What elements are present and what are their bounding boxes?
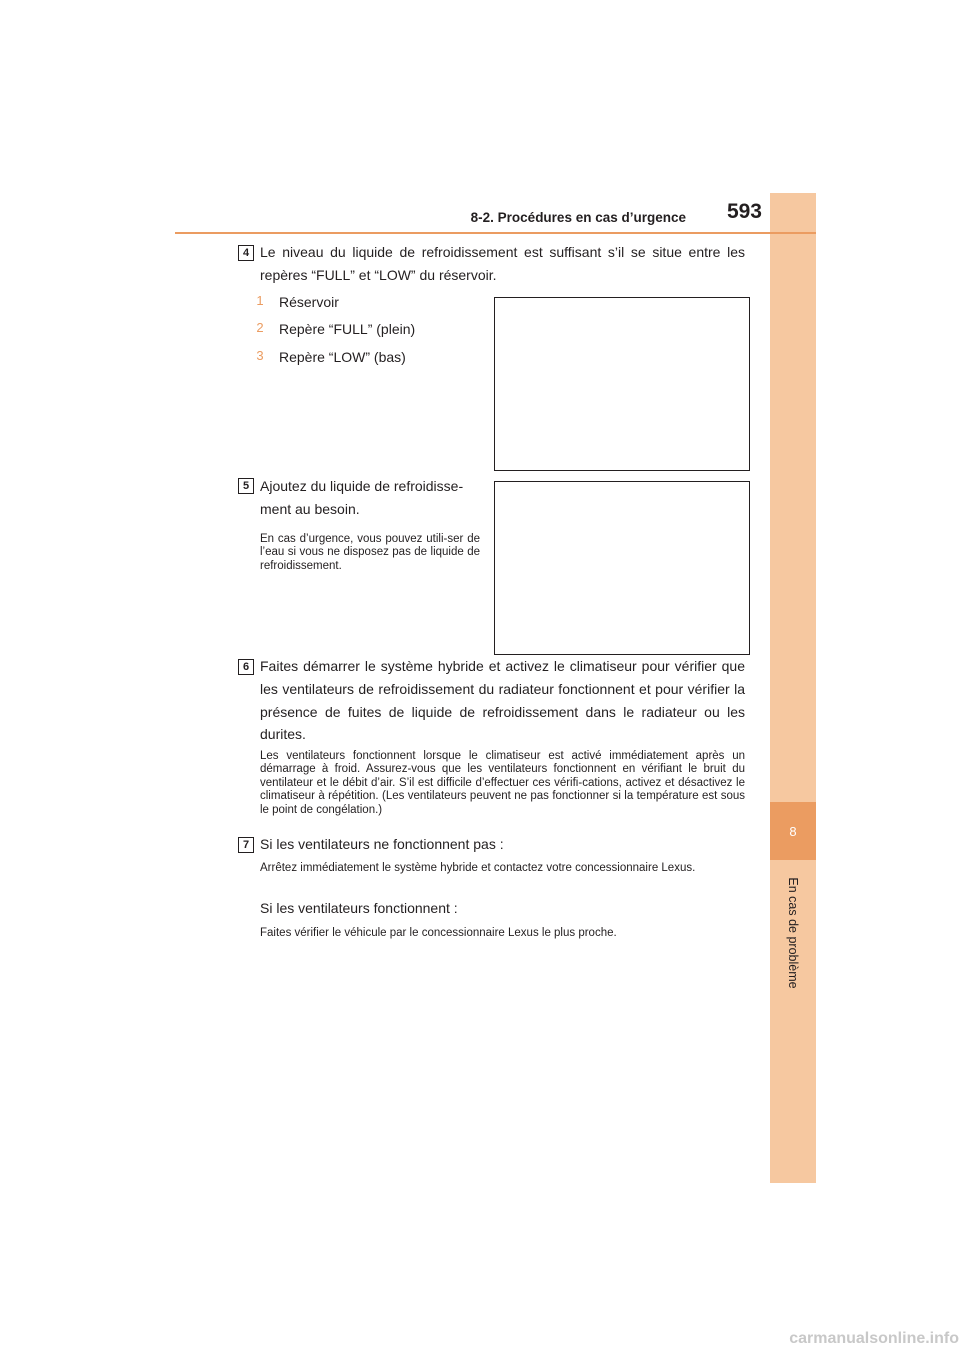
step-4-text: Le niveau du liquide de refroidissement est suffisant s’il se situe entre les repères “FULL” et “LOW” du réservoir. (260, 244, 745, 283)
step-7-note-2: Faites vérifier le véhicule par le concessionnaire Lexus le plus proche. (260, 927, 617, 939)
step-badge-6: 6 (238, 659, 254, 675)
step-6-text: Faites démarrer le système hybride et activez le climatiseur pour vérifier que les ventilateurs de refroidissement du radiateur fonctionnent et pour vérifier la présence de fuites de liquide de refroidissement dans le radiateur ou les durites. (260, 658, 745, 743)
page-number: 593 (726, 200, 762, 223)
step-5-note: En cas d’urgence, vous pouvez utili-ser de l’eau si vous ne disposez pas de liquide de refroidissement. (260, 533, 480, 572)
section-title: 8-2. Procédures en cas d’urgence (470, 210, 686, 225)
callout-marker-3: 3 (256, 348, 264, 363)
reservoir-illustration-frame (494, 297, 750, 471)
callout-label-1: Réservoir (279, 294, 339, 310)
step-5-text: Ajoutez du liquide de refroidisse-ment au besoin. (260, 478, 464, 517)
callout-label-3: Repère “LOW” (bas) (279, 349, 406, 365)
step-badge-7: 7 (238, 837, 254, 853)
watermark-text: carmanualsonline.info (789, 1330, 959, 1347)
chapter-title: En cas de problème (786, 877, 800, 989)
callout-label-2: Repère “FULL” (plein) (279, 321, 416, 337)
header-divider (175, 232, 816, 234)
step-badge-4: 4 (238, 245, 254, 261)
chapter-number: 8 (770, 802, 816, 860)
callout-marker-2: 2 (256, 320, 264, 335)
step-7-text-2: Si les ventilateurs fonctionnent : (260, 900, 458, 916)
step-7-text: Si les ventilateurs ne fonctionnent pas : (260, 836, 504, 852)
callout-marker-1: 1 (256, 293, 264, 308)
chapter-side-tab (770, 193, 816, 1183)
step-7-note: Arrêtez immédiatement le système hybride et contactez votre concessionnaire Lexus. (260, 862, 696, 874)
step-badge-5: 5 (238, 478, 254, 494)
coolant-fill-illustration-frame (494, 481, 750, 655)
step-6-note: Les ventilateurs fonctionnent lorsque le climatiseur est activé immédiatement après un démarrage à froid. Assurez-vous que les ventilateurs fonctionnent en vérifiant le bruit du ventilateur et le débit d’air. S’il est difficile d’effectuer ces vérifi-cations, activez et désactivez le climatiseur à répétition. (Les ventilateurs peuvent ne pas fonctionner si la température est sous le point de congélation.) (260, 750, 745, 816)
